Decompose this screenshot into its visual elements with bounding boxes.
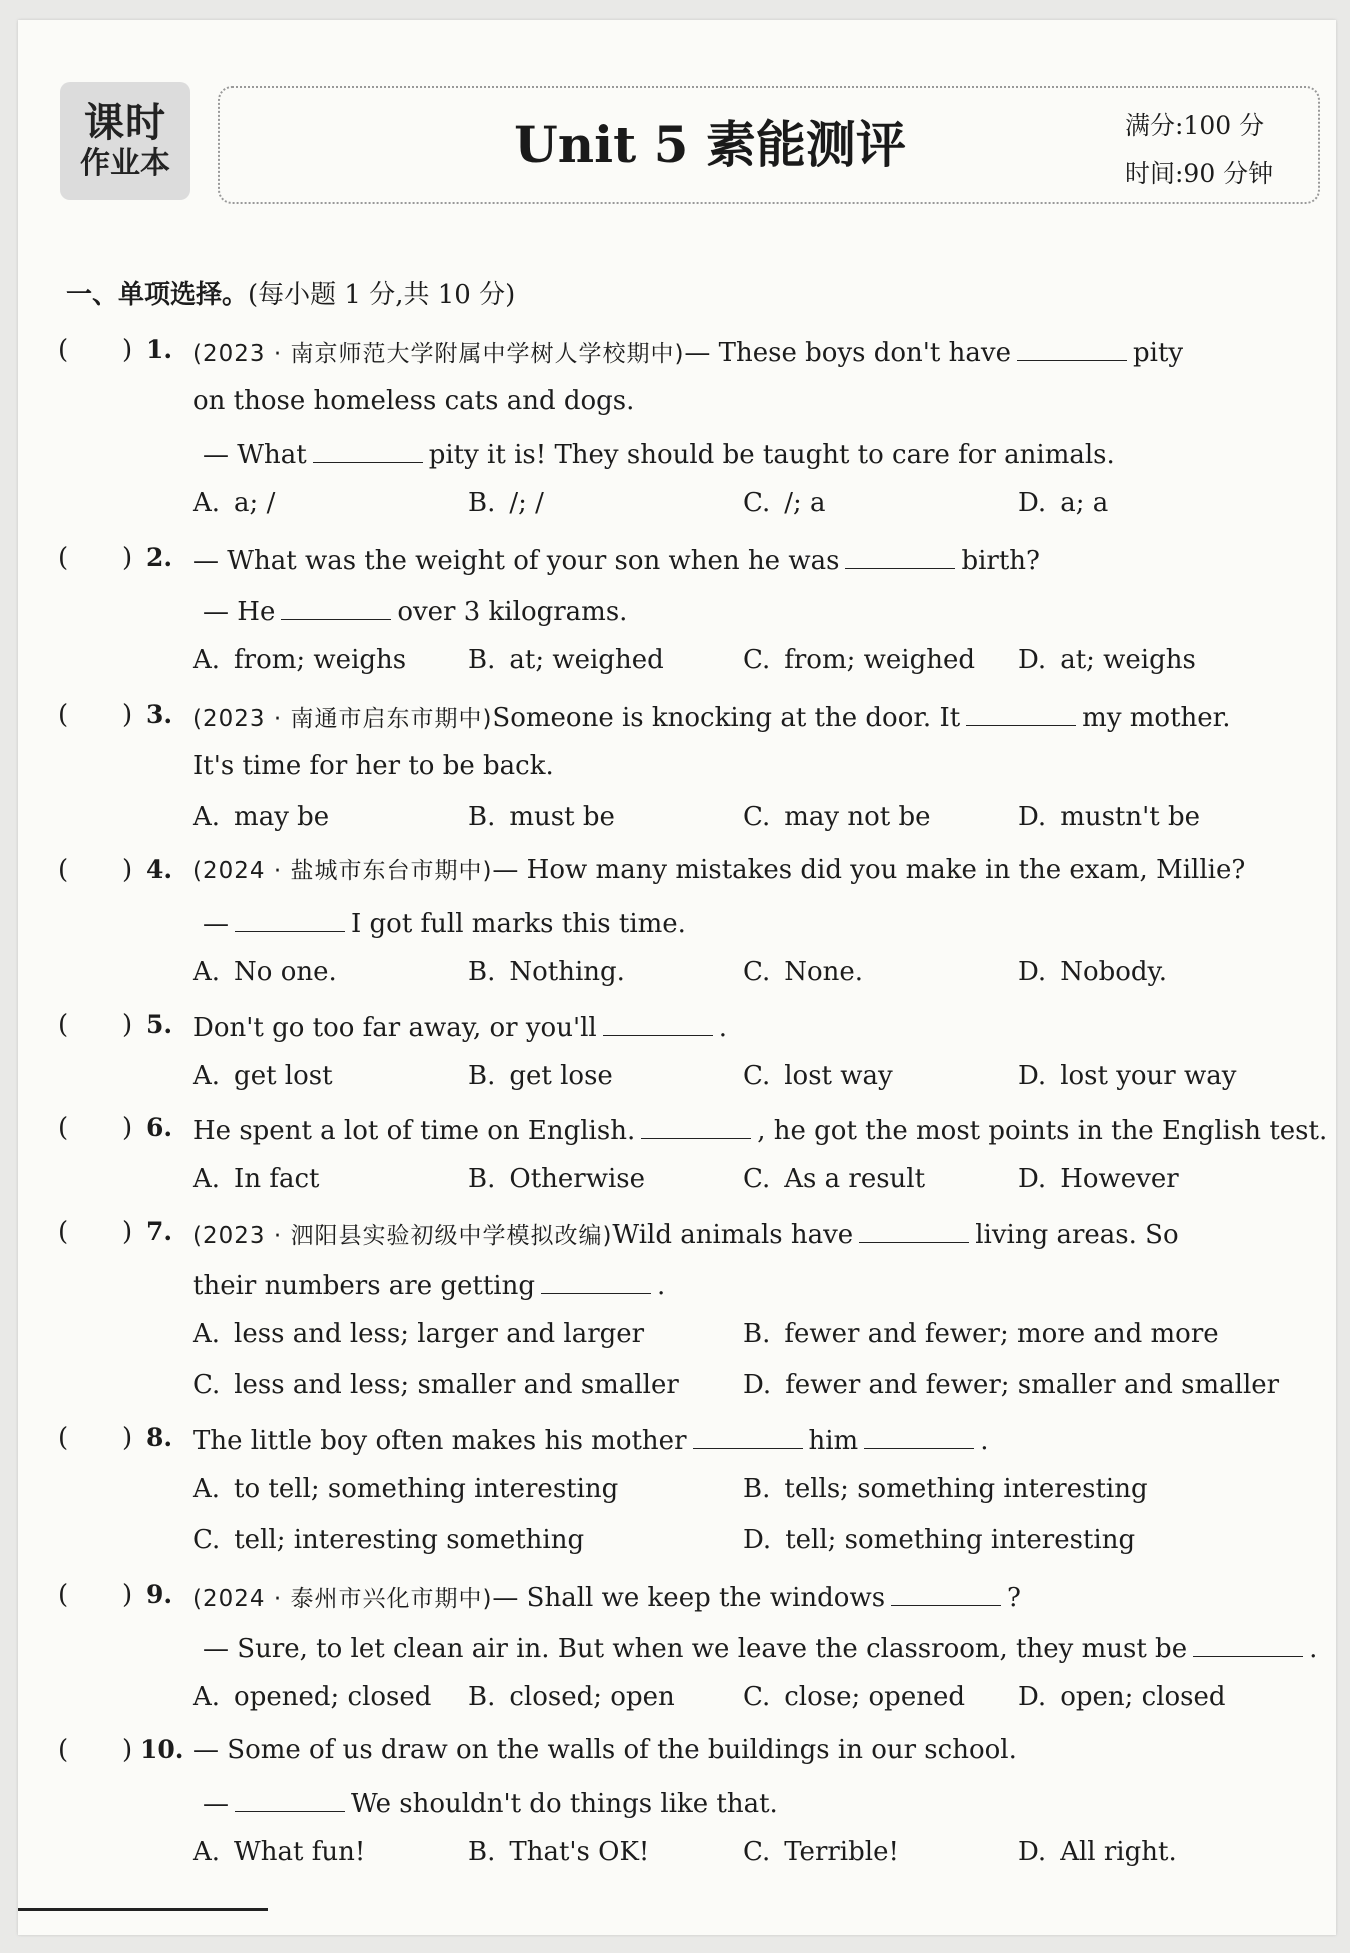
option-letter: A. — [193, 1474, 221, 1504]
option-letter: D. — [743, 1525, 772, 1555]
option-letter: A. — [193, 645, 221, 675]
option-text: closed; open — [509, 1682, 675, 1712]
option-letter: D. — [1018, 488, 1047, 518]
option-letter: C. — [743, 488, 771, 518]
option-text: Otherwise — [509, 1164, 645, 1194]
option-b[interactable] — [468, 797, 615, 837]
option-letter: B. — [468, 645, 496, 675]
question-source: (2023 · 南通市启东市期中) — [193, 706, 493, 732]
question-text: He spent a lot of time on English. — [193, 1116, 636, 1146]
option-letter: A. — [193, 957, 221, 987]
option-text: get lost — [234, 1061, 333, 1091]
option-b[interactable] — [468, 1677, 675, 1717]
answer-blank[interactable] — [641, 1108, 751, 1139]
option-text: Terrible! — [784, 1837, 899, 1867]
option-text: tell; something interesting — [785, 1525, 1136, 1555]
answer-parentheses[interactable]: ( ) — [58, 1580, 133, 1610]
option-text: may be — [234, 802, 330, 832]
option-letter: A. — [193, 1682, 221, 1712]
question-text-line — [203, 1626, 1317, 1669]
option-d[interactable] — [1018, 1159, 1179, 1199]
question-text: Don't go too far away, or you'll — [193, 1013, 597, 1043]
option-text: a; a — [1060, 488, 1109, 518]
option-letter: A. — [193, 488, 221, 518]
answer-blank[interactable] — [313, 432, 423, 463]
question-number: 1. — [146, 335, 173, 364]
option-text: to tell; something interesting — [234, 1474, 619, 1504]
option-a[interactable] — [193, 1469, 618, 1509]
question-text: — What — [203, 440, 307, 470]
option-c[interactable] — [743, 640, 975, 680]
option-c[interactable] — [743, 797, 930, 837]
option-text: Nothing. — [509, 957, 625, 987]
answer-parentheses[interactable]: ( ) — [58, 700, 133, 730]
question-text: — Some of us draw on the walls of the buildings in our school. — [193, 1735, 1017, 1765]
question-number: 3. — [146, 700, 173, 729]
option-letter: B. — [468, 1061, 496, 1091]
question-text-line — [193, 746, 554, 786]
answer-blank[interactable] — [845, 538, 955, 569]
question-text-line — [203, 901, 686, 944]
question-text-line — [203, 589, 627, 632]
answer-blank[interactable] — [1193, 1626, 1303, 1657]
option-text: less and less; smaller and smaller — [234, 1370, 679, 1400]
option-letter: C. — [743, 1164, 771, 1194]
question-number: 6. — [146, 1113, 173, 1142]
option-c[interactable] — [193, 1520, 584, 1560]
question-text: — What was the weight of your son when he was — [193, 546, 840, 576]
question-text: — How many mistakes did you make in the exam, Millie? — [492, 855, 1246, 885]
worksheet-page — [18, 20, 1336, 1935]
option-a[interactable] — [193, 952, 337, 992]
question-text-line — [193, 330, 1183, 374]
option-d[interactable] — [1018, 797, 1200, 837]
question-text: ? — [1007, 1583, 1021, 1613]
option-letter: D. — [1018, 1682, 1047, 1712]
answer-blank[interactable] — [603, 1005, 713, 1036]
option-letter: C. — [743, 645, 771, 675]
option-d[interactable] — [1018, 483, 1108, 523]
option-a[interactable] — [193, 483, 275, 523]
option-text: mustn't be — [1060, 802, 1201, 832]
question-text: birth? — [961, 546, 1040, 576]
exam-time: 时间:90 分钟 — [1125, 159, 1274, 188]
exam-meta — [1125, 102, 1305, 198]
option-a[interactable] — [193, 640, 406, 680]
option-letter: A. — [193, 1061, 221, 1091]
question-source: (2024 · 盐城市东台市期中) — [193, 858, 493, 884]
option-letter: C. — [193, 1370, 221, 1400]
option-letter: B. — [743, 1474, 771, 1504]
option-c[interactable] — [743, 1832, 899, 1872]
option-letter: B. — [468, 1164, 496, 1194]
option-text: less and less; larger and larger — [234, 1319, 645, 1349]
question-text: I got full marks this time. — [351, 909, 686, 939]
question-text: him — [808, 1426, 859, 1456]
option-a[interactable] — [193, 1314, 644, 1354]
question-text-line — [193, 1730, 1017, 1770]
option-c[interactable] — [743, 952, 863, 992]
question-text-line — [193, 381, 634, 421]
footer-rule — [18, 1908, 268, 1911]
question-text-line — [193, 695, 1231, 739]
option-text: opened; closed — [234, 1682, 432, 1712]
question-text: on those homeless cats and dogs. — [193, 386, 635, 416]
option-text: /; a — [784, 488, 826, 518]
question-source: (2023 · 泗阳县实验初级中学模拟改编) — [193, 1223, 613, 1249]
question-text: We shouldn't do things like that. — [351, 1789, 778, 1819]
option-text: As a result — [784, 1164, 926, 1194]
question-text-line — [193, 1418, 988, 1461]
question-number: 10. — [140, 1735, 184, 1764]
option-letter: B. — [743, 1319, 771, 1349]
question-text-line — [193, 538, 1040, 581]
answer-parentheses[interactable]: ( ) — [58, 1113, 133, 1143]
answer-blank[interactable] — [281, 589, 391, 620]
option-b[interactable] — [468, 640, 664, 680]
option-letter: A. — [193, 1837, 221, 1867]
option-text: All right. — [1060, 1837, 1177, 1867]
option-text: What fun! — [234, 1837, 366, 1867]
option-text: must be — [509, 802, 615, 832]
option-b[interactable] — [743, 1469, 1148, 1509]
answer-blank[interactable] — [859, 1212, 969, 1243]
option-text: a; / — [234, 488, 276, 518]
question-text: — — [203, 909, 229, 939]
option-a[interactable] — [193, 1056, 333, 1096]
option-text: In fact — [234, 1164, 320, 1194]
question-number: 7. — [146, 1217, 173, 1246]
option-a[interactable] — [193, 797, 329, 837]
option-text: from; weighed — [784, 645, 975, 675]
title-box — [218, 86, 1320, 204]
question-text: — — [203, 1789, 229, 1819]
question-number: 8. — [146, 1423, 173, 1452]
answer-blank[interactable] — [891, 1575, 1001, 1606]
answer-parentheses[interactable]: ( ) — [58, 1010, 133, 1040]
answer-blank[interactable] — [235, 1781, 345, 1812]
option-letter: C. — [743, 802, 771, 832]
option-text: at; weighs — [1060, 645, 1196, 675]
option-text: Nobody. — [1060, 957, 1168, 987]
option-text: fewer and fewer; more and more — [784, 1319, 1219, 1349]
option-text: tell; interesting something — [234, 1525, 585, 1555]
option-text: open; closed — [1060, 1682, 1226, 1712]
option-text: That's OK! — [509, 1837, 650, 1867]
option-text: None. — [784, 957, 864, 987]
option-text: lost your way — [1060, 1061, 1237, 1091]
question-text: It's time for her to be back. — [193, 751, 554, 781]
option-c[interactable] — [743, 1159, 925, 1199]
option-b[interactable] — [468, 483, 544, 523]
answer-blank[interactable] — [864, 1418, 974, 1449]
option-c[interactable] — [193, 1365, 679, 1405]
option-letter: D. — [1018, 1061, 1047, 1091]
option-letter: C. — [743, 1061, 771, 1091]
option-b[interactable] — [743, 1314, 1219, 1354]
question-text: pity — [1132, 338, 1184, 368]
option-d[interactable] — [743, 1365, 1279, 1405]
option-b[interactable] — [468, 1056, 613, 1096]
question-text-line — [193, 1212, 1179, 1256]
question-text: their numbers are getting — [193, 1271, 536, 1301]
option-text: tells; something interesting — [784, 1474, 1148, 1504]
answer-parentheses[interactable]: ( ) — [58, 1423, 133, 1453]
option-letter: B. — [468, 1837, 496, 1867]
question-source: (2023 · 南京师范大学附属中学树人学校期中) — [193, 341, 685, 367]
logo-line1: 课时 — [84, 100, 166, 146]
option-letter: B. — [468, 957, 496, 987]
option-letter: D. — [1018, 1837, 1047, 1867]
answer-parentheses[interactable]: ( ) — [58, 1217, 133, 1247]
option-c[interactable] — [743, 1677, 965, 1717]
option-text: at; weighed — [509, 645, 664, 675]
question-number: 9. — [146, 1580, 173, 1609]
option-a[interactable] — [193, 1159, 319, 1199]
option-text: close; opened — [784, 1682, 965, 1712]
question-text: living areas. So — [975, 1220, 1179, 1250]
question-text: — He — [203, 597, 276, 627]
logo-line2: 作业本 — [80, 146, 170, 181]
option-letter: C. — [193, 1525, 221, 1555]
question-text-line — [203, 432, 1115, 475]
question-text: . — [718, 1013, 728, 1043]
option-letter: C. — [743, 957, 771, 987]
question-number: 2. — [146, 543, 173, 572]
answer-blank[interactable] — [693, 1418, 803, 1449]
option-c[interactable] — [743, 483, 826, 523]
question-text-line — [193, 1263, 665, 1306]
option-d[interactable] — [1018, 1832, 1177, 1872]
option-letter: D. — [743, 1370, 772, 1400]
page-title: Unit 5 素能测评 — [514, 115, 906, 174]
full-score: 满分:100 分 — [1125, 111, 1265, 140]
question-text: The little boy often makes his mother — [193, 1426, 687, 1456]
option-letter: A. — [193, 1319, 221, 1349]
question-text-line — [193, 1575, 1021, 1619]
question-text: . — [980, 1426, 989, 1456]
answer-blank[interactable] — [1017, 330, 1127, 361]
question-text-line — [193, 1108, 1327, 1151]
question-text: over 3 kilograms. — [397, 597, 628, 627]
option-letter: C. — [743, 1682, 771, 1712]
answer-parentheses[interactable]: ( ) — [58, 1735, 133, 1765]
answer-parentheses[interactable]: ( ) — [58, 855, 133, 885]
answer-blank[interactable] — [541, 1263, 651, 1294]
question-source: (2024 · 泰州市兴化市期中) — [193, 1586, 493, 1612]
answer-blank[interactable] — [235, 901, 345, 932]
option-text: No one. — [234, 957, 337, 987]
answer-parentheses[interactable]: ( ) — [58, 335, 133, 365]
question-text: — These boys don't have — [684, 338, 1011, 368]
option-c[interactable] — [743, 1056, 893, 1096]
question-text: pity it is! They should be taught to care for animals. — [428, 440, 1115, 470]
question-text: , he got the most points in the English test. — [757, 1116, 1328, 1146]
logo — [60, 82, 190, 200]
option-letter: D. — [1018, 645, 1047, 675]
option-letter: C. — [743, 1837, 771, 1867]
option-letter: D. — [1018, 1164, 1047, 1194]
option-d[interactable] — [1018, 640, 1196, 680]
option-text: may not be — [784, 802, 931, 832]
option-text: fewer and fewer; smaller and smaller — [785, 1370, 1280, 1400]
answer-parentheses[interactable]: ( ) — [58, 543, 133, 573]
option-letter: B. — [468, 1682, 496, 1712]
question-text-line — [193, 850, 1245, 891]
option-letter: B. — [468, 488, 496, 518]
question-text: — Shall we keep the windows — [492, 1583, 886, 1613]
option-letter: A. — [193, 1164, 221, 1194]
question-number: 5. — [146, 1010, 173, 1039]
option-letter: D. — [1018, 957, 1047, 987]
option-text: /; / — [509, 488, 544, 518]
option-text: lost way — [784, 1061, 893, 1091]
option-letter: A. — [193, 802, 221, 832]
option-letter: D. — [1018, 802, 1047, 832]
option-d[interactable] — [1018, 1056, 1236, 1096]
question-text: Wild animals have — [612, 1220, 854, 1250]
option-text: However — [1060, 1164, 1179, 1194]
option-a[interactable] — [193, 1677, 431, 1717]
section-title: 一、单项选择。 — [66, 280, 249, 310]
option-b[interactable] — [468, 952, 625, 992]
question-text: — Sure, to let clean air in. But when we leave the classroom, they must be — [203, 1634, 1188, 1664]
section-heading — [66, 275, 515, 315]
question-text: Someone is knocking at the door. It — [492, 703, 961, 733]
option-a[interactable] — [193, 1832, 365, 1872]
question-text: . — [1309, 1634, 1318, 1664]
question-number: 4. — [146, 855, 173, 884]
option-text: from; weighs — [234, 645, 407, 675]
question-text: my mother. — [1082, 703, 1231, 733]
option-letter: B. — [468, 802, 496, 832]
question-text-line — [193, 1005, 727, 1048]
option-b[interactable] — [468, 1159, 645, 1199]
answer-blank[interactable] — [966, 695, 1076, 726]
section-subtitle: (每小题 1 分,共 10 分) — [248, 280, 516, 310]
question-text-line — [203, 1781, 778, 1824]
option-d[interactable] — [1018, 1677, 1226, 1717]
option-b[interactable] — [468, 1832, 649, 1872]
question-text: . — [657, 1271, 666, 1301]
option-d[interactable] — [743, 1520, 1135, 1560]
option-d[interactable] — [1018, 952, 1167, 992]
option-text: get lose — [509, 1061, 613, 1091]
